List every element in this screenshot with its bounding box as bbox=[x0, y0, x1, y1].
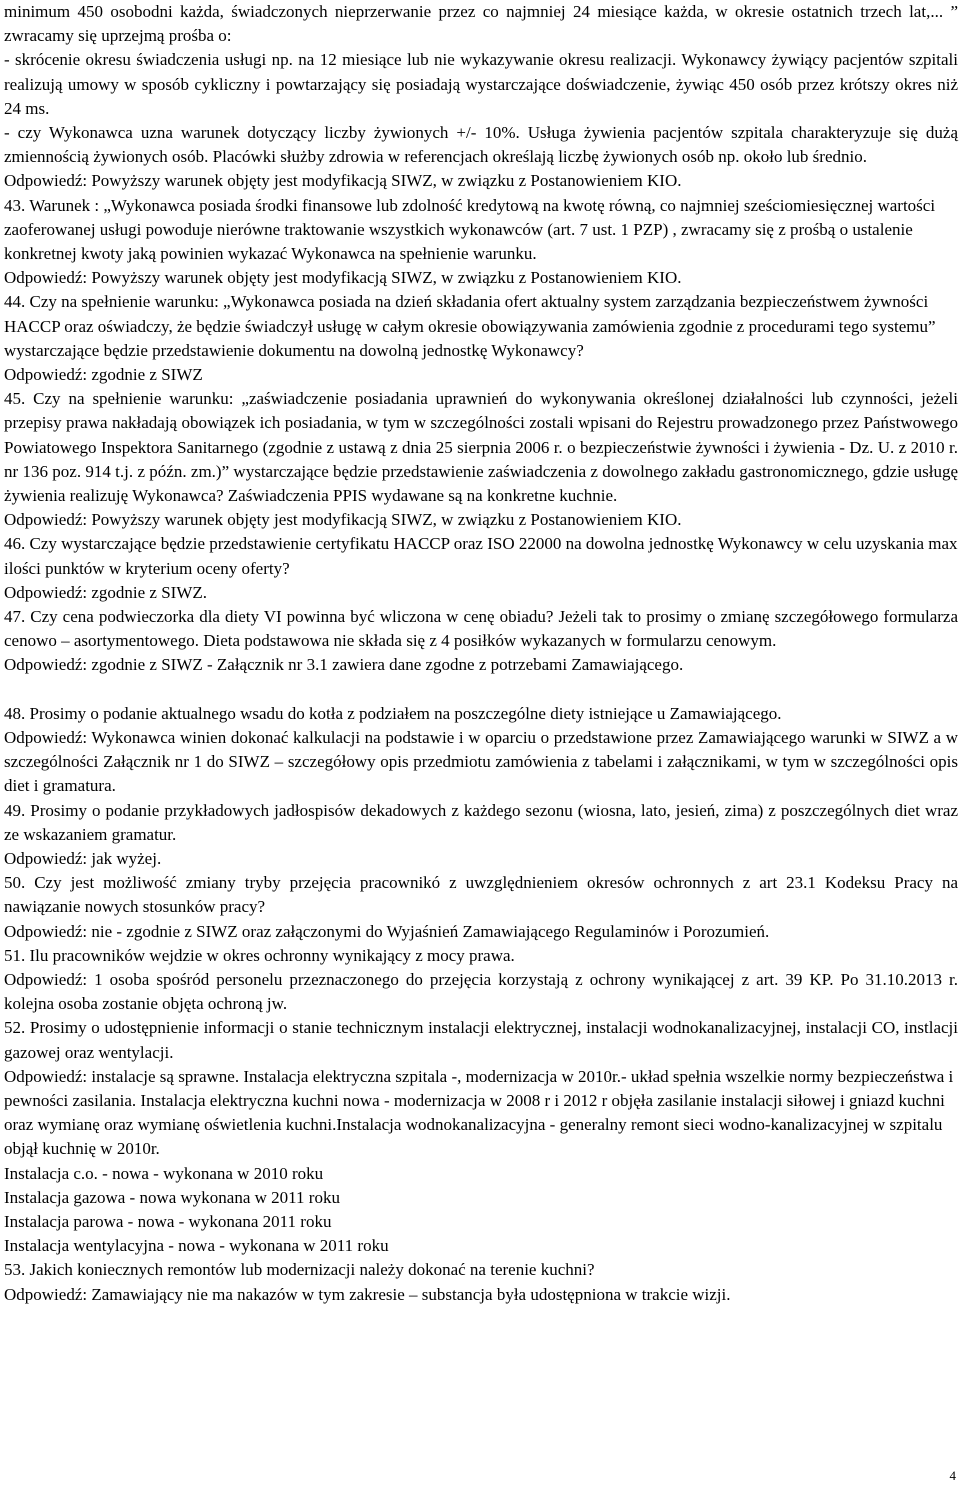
paragraph: - czy Wykonawca uzna warunek dotyczący liczby żywionych +/- 10%. Usługa żywienia pacjentów szpitala charakteryzuje się dużą zmiennością żywionych osób. Placówki służby zdrowia w referencjach określają liczbę żywionych osób np. około lub średnio. bbox=[4, 123, 958, 167]
paragraph: - skrócenie okresu świadczenia usługi np. na 12 miesiące lub nie wykazywanie okresu realizacji. Wykonawcy żywiący pacjentów szpitali realizują umowy w sposób cykliczny i powtarzający się posiadają wystarczające doświadczenie, żywiąc 450 osób przez krótszy okres niż 24 ms. bbox=[4, 50, 958, 118]
answer: Odpowiedź: zgodnie z SIWZ. bbox=[4, 582, 207, 602]
paragraph: 46. Czy wystarczające będzie przedstawienie certyfikatu HACCP oraz ISO 22000 na dowolna jednostkę Wykonawcy w celu uzyskania max ilości punktów w kryterium oceny oferty? bbox=[4, 534, 958, 578]
answer: Odpowiedź: zgodnie z SIWZ bbox=[4, 365, 203, 385]
paragraph: 45. Czy na spełnienie warunku: „zaświadczenie posiadania uprawnień do wykonywania określonej działalności lub czynności, jeżeli przepisy prawa nakładają obowiązek ich posiadania, w tym w szczególności zostali wpisani do Rejestru prowadzonego przez Państwowego Powiatowego Inspektora Sanitarnego (zgodnie z ustawą z dnia 25 sierpnia 2006 r. o bezpieczeństwie żywności i żywienia - Dz. U. z 2010 r. nr 136 poz. 914 t.j. z późn. zm.)” wystarczające będzie przedstawienie zaświadczenia z dowolnego zakładu gastronomicznego, gdzie usługę żywienia realizuję Wykonawca? Zaświadczenia PPIS wydawane są na konkretne kuchnie. bbox=[4, 389, 958, 506]
answer: Odpowiedź: 1 osoba spośród personelu przeznaczonego do przejęcia korzystają z ochrony wynikającej z art. 39 KP. Po 31.10.2013 r. kolejna osoba zostanie objęta ochroną jw. bbox=[4, 969, 958, 1014]
paragraph: 44. Czy na spełnienie warunku: „Wykonawca posiada na dzień składania ofert aktualny system zarządzania bezpieczeństwem żywności HACCP oraz oświadczy, że będzie świadczył usługę w całym okresie obowiązywania zamówienia zgodnie z procedurami tego systemu” wystarczające będzie przedstawienie dokumentu na dowolną jednostkę Wykonawcy? bbox=[4, 292, 936, 360]
answer: Odpowiedź: Powyższy warunek objęty jest modyfikacją SIWZ, w związku z Postanowieniem KIO. bbox=[4, 268, 682, 288]
answer: Odpowiedź: nie - zgodnie z SIWZ oraz załączonymi do Wyjaśnień Zamawiającego Regulaminów i Porozumień. bbox=[4, 921, 770, 941]
paragraph: 50. Czy jest możliwość zmiany tryby przejęcia pracownikó z uwzględnieniem okresów ochronnych z art 23.1 Kodeksu Pracy na nawiązanie nowych stosunków pracy? bbox=[4, 873, 958, 917]
paragraph: 51. Ilu pracowników wejdzie w okres ochronny wynikający z mocy prawa. bbox=[4, 945, 515, 965]
installation-line: Instalacja parowa - nowa - wykonana 2011 roku bbox=[4, 1211, 332, 1231]
paragraph: 47. Czy cena podwieczorka dla diety VI powinna być wliczona w cenę obiadu? Jeżeli tak to prosimy o zmianę szczegółowego formularza cenowo – asortymentowego. Dieta podstawowa nie składa się z 4 posiłków wykazanych w formularzu cenowym. bbox=[4, 607, 958, 651]
paragraph: 43. Warunek : „Wykonawca posiada środki finansowe lub zdolność kredytową na kwotę równą, co najmniej sześciomiesięcznej wartości zaoferowanej usługi powoduje nierówne traktowanie wszystkich wykonawców (art. 7 ust. 1 PZP) , zwracamy się z prośbą o ustalenie konkretnej kwoty jaką powinien wykazać Wykonawca na spełnienie warunku. bbox=[4, 195, 936, 264]
page-number: 4 bbox=[949, 1468, 956, 1483]
answer: Odpowiedź: jak wyżej. bbox=[4, 848, 162, 868]
document-body bbox=[4, 0, 958, 1307]
paragraph: 49. Prosimy o podanie przykładowych jadłospisów dekadowych z każdego sezonu (wiosna, lato, jesień, zima) z poszczególnych diet wraz ze wskazaniem gramatur. bbox=[4, 800, 958, 844]
paragraph: minimum 450 osobodni każda, świadczonych nieprzerwanie przez co najmniej 24 miesiące każda, w okresie ostatnich trzech lat,... ” zwracamy się uprzejmą prośba o: bbox=[4, 2, 958, 46]
installation-line: Instalacja wentylacyjna - nowa - wykonana w 2011 roku bbox=[4, 1236, 389, 1256]
paragraph: 48. Prosimy o podanie aktualnego wsadu do kotła z podziałem na poszczególne diety istniejące u Zamawiającego. bbox=[4, 703, 782, 723]
answer: Odpowiedź: instalacje są sprawne. Instalacja elektryczna szpitala -, modernizacja w 2010r.- układ spełnia wszelkie normy bezpieczeństwa i pewności zasilania. Instalacja elektryczna kuchni nowa - modernizacja w 2008 r i 2012 r objęła zasilanie instalacji siłowej i gniazd kuchni oraz wymianę oraz wymianę oświetlenia kuchni.Instalacja wodnokanalizacyjna - generalny remont sieci wodno-kanalizacyjnej w szpitalu objął kuchnię w 2010r. bbox=[4, 1066, 954, 1159]
answer: Odpowiedź: Powyższy warunek objęty jest modyfikacją SIWZ, w związku z Postanowieniem KIO. bbox=[4, 171, 682, 191]
paragraph: 52. Prosimy o udostępnienie informacji o stanie technicznym instalacji elektrycznej, instalacji wodnokanalizacyjnej, instalacji CO, instlacji gazowej oraz wentylacji. bbox=[4, 1018, 958, 1062]
blank-line bbox=[4, 678, 958, 702]
answer: Odpowiedź: Zamawiający nie ma nakazów w tym zakresie – substancja była udostępniona w trakcie wizji. bbox=[4, 1284, 731, 1304]
installation-line: Instalacja c.o. - nowa - wykonana w 2010 roku bbox=[4, 1163, 324, 1183]
paragraph: 53. Jakich koniecznych remontów lub modernizacji należy dokonać na terenie kuchni? bbox=[4, 1260, 595, 1280]
installation-line: Instalacja gazowa - nowa wykonana w 2011 roku bbox=[4, 1187, 340, 1207]
answer: Odpowiedź: zgodnie z SIWZ - Załącznik nr 3.1 zawiera dane zgodne z potrzebami Zamawiającego. bbox=[4, 655, 684, 675]
answer: Odpowiedź: Wykonawca winien dokonać kalkulacji na podstawie i w oparciu o przedstawione przez Zamawiającego warunki w SIWZ a w szczególności Załącznik nr 1 do SIWZ – szczegółowy opis przedmiotu zamówienia z tabelami i załącznikami, w tym w szczególności opis diet i gramatura. bbox=[4, 727, 958, 796]
answer: Odpowiedź: Powyższy warunek objęty jest modyfikacją SIWZ, w związku z Postanowieniem KIO. bbox=[4, 510, 682, 530]
